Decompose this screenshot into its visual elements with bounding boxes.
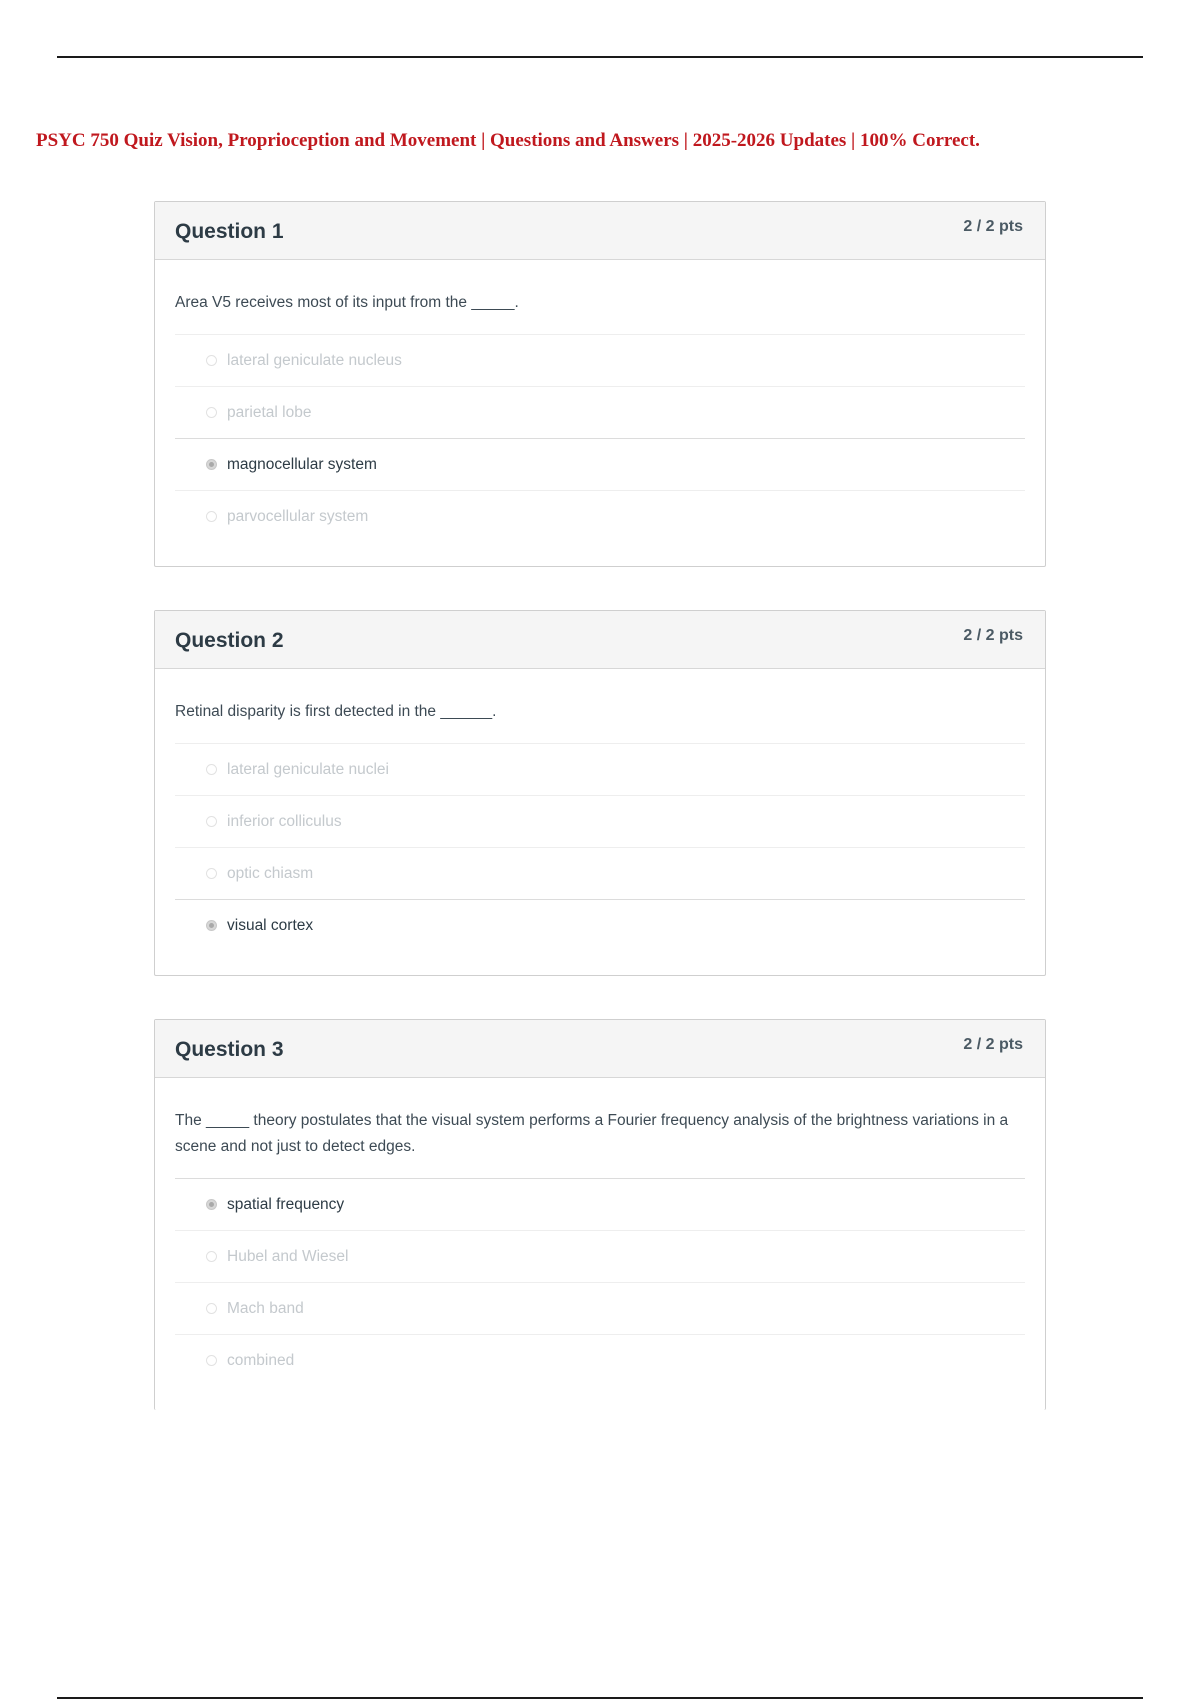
answer-label: Hubel and Wiesel [227,1247,349,1265]
answer-option[interactable] [175,386,1025,438]
answer-list [175,334,1025,542]
answer-option-selected[interactable] [175,438,1025,490]
answer-option[interactable] [175,490,1025,542]
answer-label: lateral geniculate nuclei [227,760,389,778]
question-header [155,611,1045,669]
question-points: 2 / 2 pts [963,627,1023,644]
answer-label: Mach band [227,1299,304,1317]
radio-icon[interactable] [206,407,217,418]
answer-option[interactable] [175,334,1025,386]
answer-label: inferior colliculus [227,812,342,830]
answer-option[interactable] [175,1282,1025,1334]
question-points: 2 / 2 pts [963,1036,1023,1053]
question-text: The _____ theory postulates that the visual system performs a Fourier frequency analysis of the brightness variations in a scene and not just to detect edges. [175,1112,1009,1155]
answer-option[interactable] [175,1230,1025,1282]
question-card [154,610,1046,976]
radio-icon[interactable] [206,816,217,827]
radio-icon[interactable] [206,355,217,366]
answer-option[interactable] [175,795,1025,847]
radio-icon[interactable] [206,1355,217,1366]
answer-option-selected[interactable] [175,899,1025,951]
question-title: Question 2 [175,629,284,652]
radio-icon[interactable] [206,764,217,775]
radio-selected-icon[interactable] [206,1199,217,1210]
top-rule [57,56,1143,58]
answer-list [175,743,1025,951]
answer-label: magnocellular system [227,455,377,473]
answer-label: optic chiasm [227,864,314,882]
radio-icon[interactable] [206,868,217,879]
answer-label: lateral geniculate nucleus [227,351,402,369]
radio-icon[interactable] [206,1303,217,1314]
answer-option[interactable] [175,1334,1025,1386]
answer-option[interactable] [175,743,1025,795]
answer-label: parvocellular system [227,507,369,525]
question-points: 2 / 2 pts [963,218,1023,235]
answer-label: spatial frequency [227,1195,345,1213]
answer-option[interactable] [175,847,1025,899]
answer-option-selected[interactable] [175,1178,1025,1230]
document-title: PSYC 750 Quiz Vision, Proprioception and Movement | Questions and Answers | 2025-2026 Updates | 100% Correct. [36,130,980,151]
question-text: Retinal disparity is first detected in the ______. [175,703,497,720]
answer-label: visual cortex [227,916,314,934]
question-card [154,201,1046,567]
question-title: Question 1 [175,220,284,243]
question-card [154,1019,1046,1410]
answer-label: combined [227,1351,295,1369]
question-header [155,1020,1045,1078]
radio-selected-icon[interactable] [206,459,217,470]
radio-selected-icon[interactable] [206,920,217,931]
radio-icon[interactable] [206,1251,217,1262]
answer-list [175,1178,1025,1386]
radio-icon[interactable] [206,511,217,522]
question-title: Question 3 [175,1038,284,1061]
question-text: Area V5 receives most of its input from the _____. [175,294,519,311]
bottom-rule [57,1697,1143,1699]
question-header [155,202,1045,260]
answer-label: parietal lobe [227,403,312,421]
